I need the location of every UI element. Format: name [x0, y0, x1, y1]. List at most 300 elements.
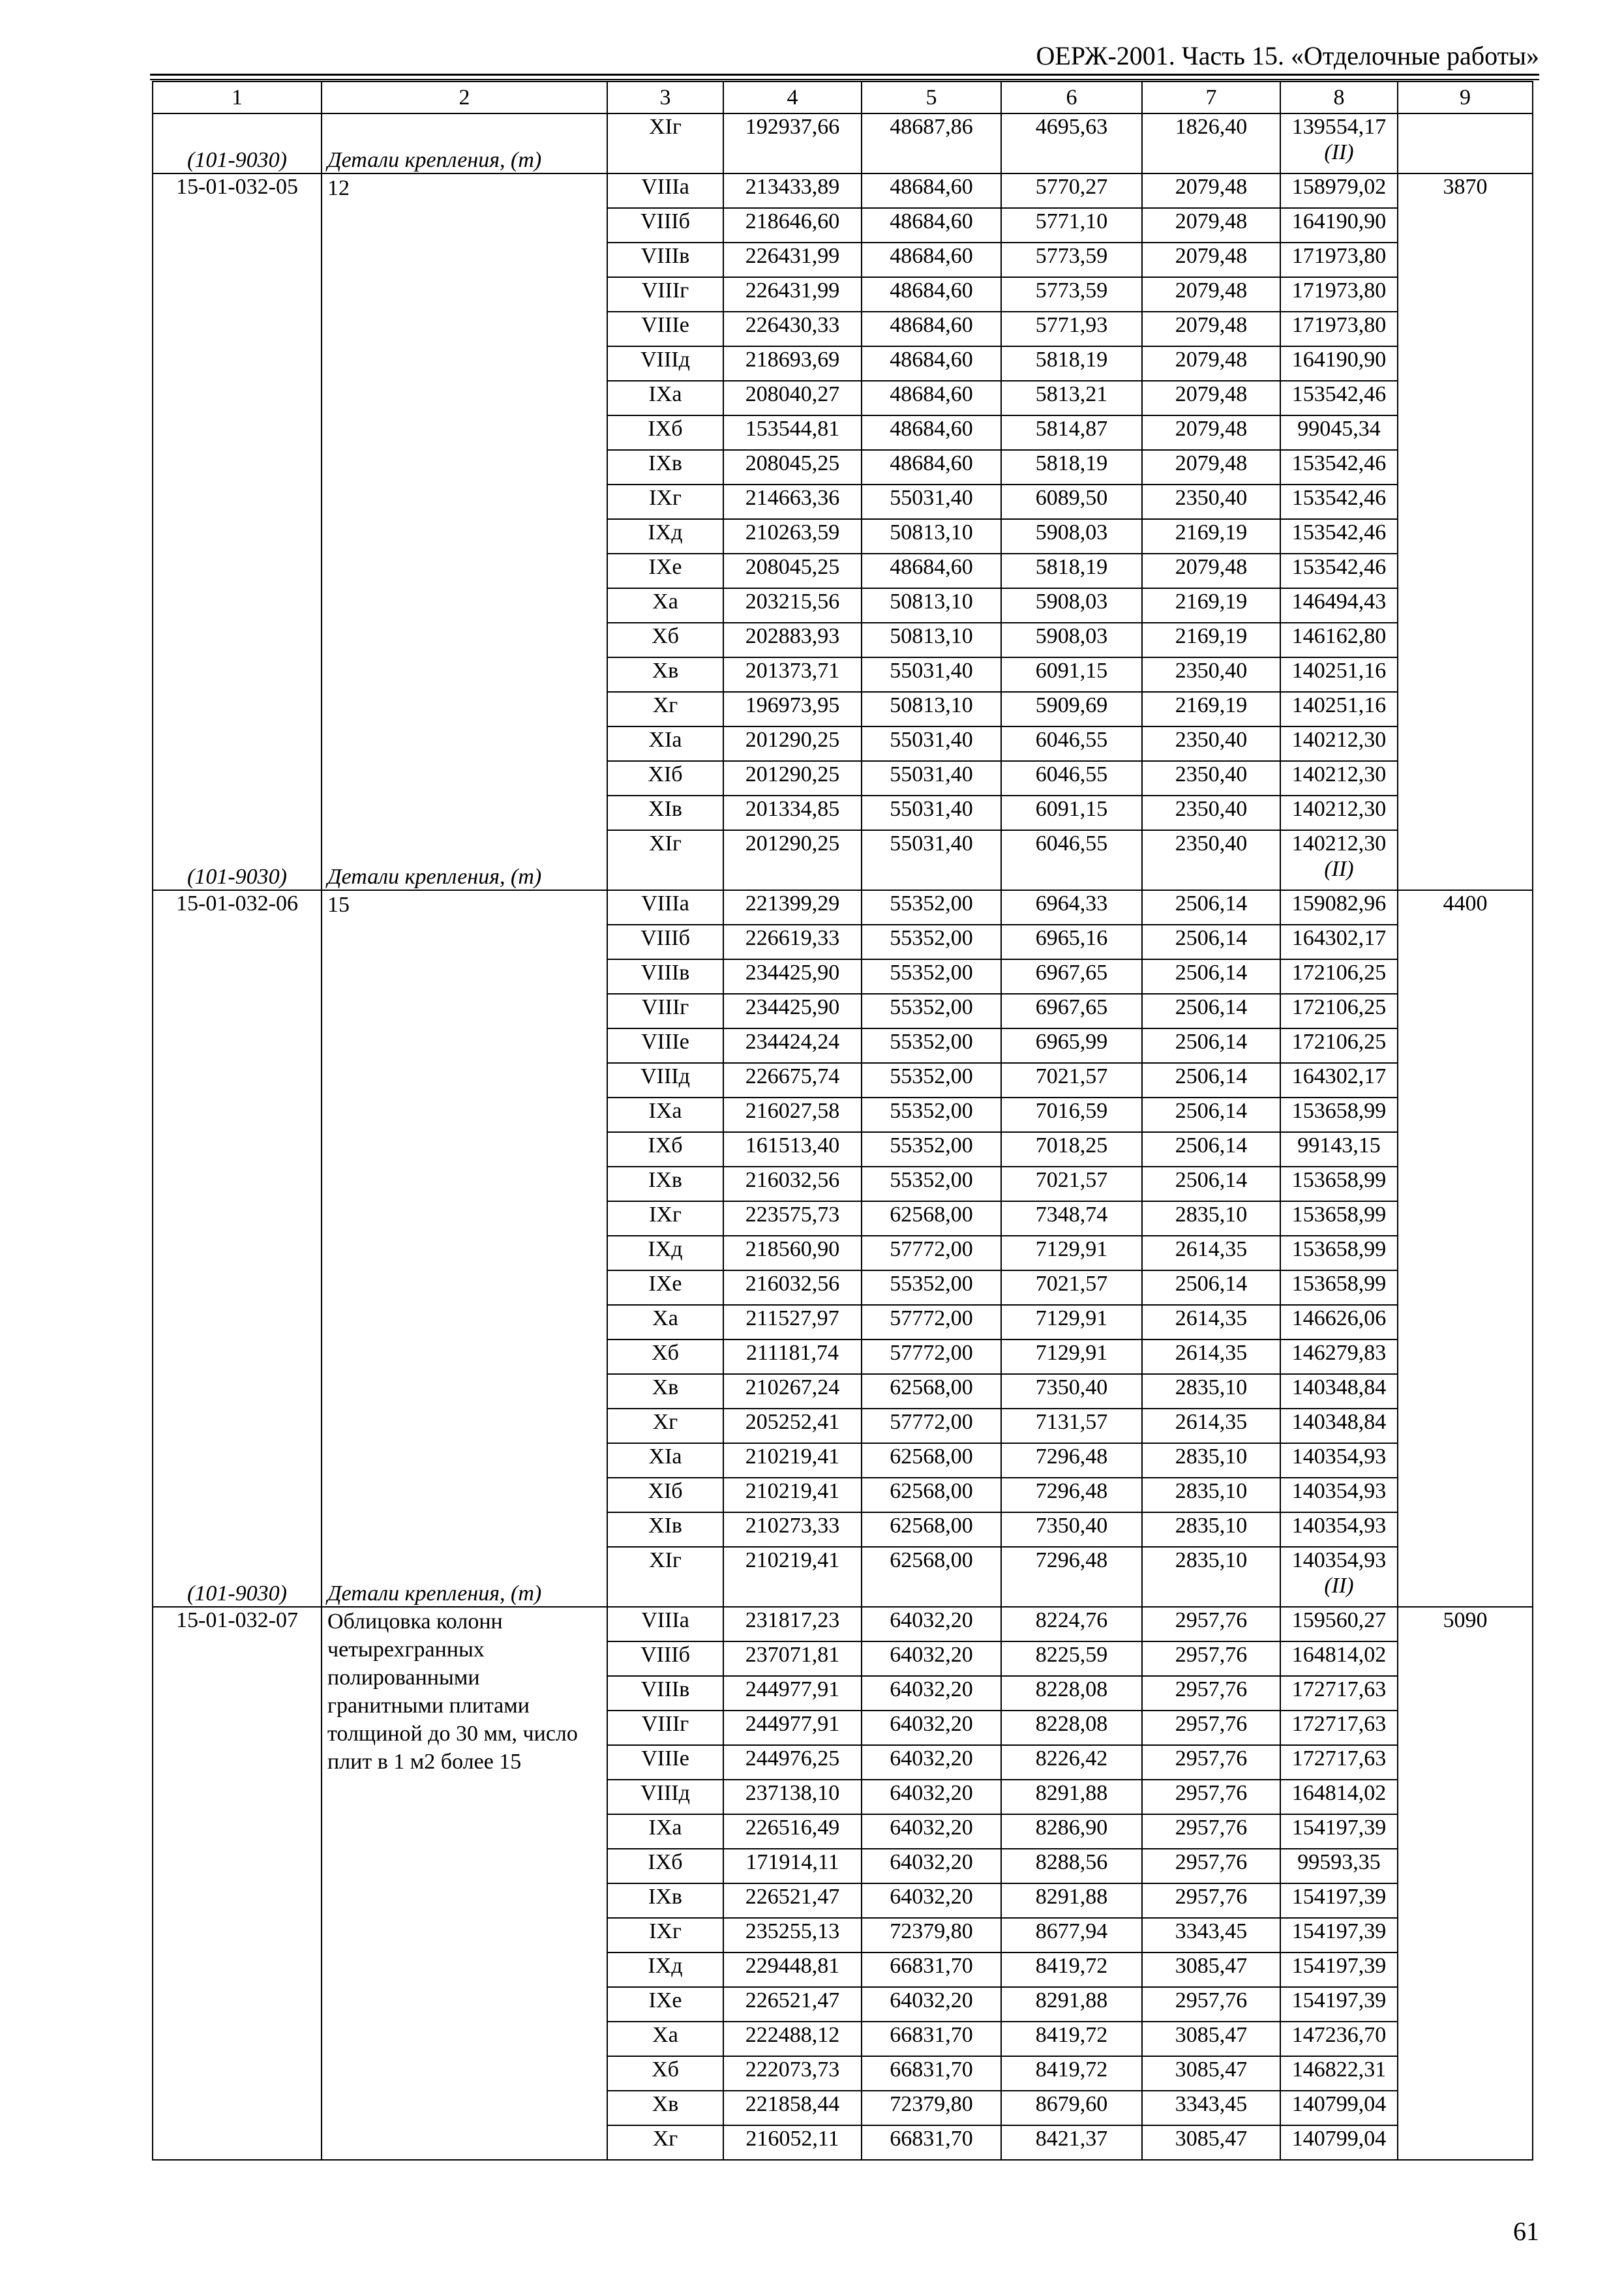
value-cell: 50813,10 [862, 692, 1001, 726]
resource-name-note: Детали крепления, (т) [327, 1581, 542, 1606]
value-cell: 8291,88 [1001, 1987, 1142, 2022]
value-cell: 2506,14 [1142, 994, 1280, 1028]
value-cell: 48684,60 [862, 554, 1001, 588]
c8-note: (II) [1324, 140, 1354, 164]
value-cell: 2506,14 [1142, 925, 1280, 959]
value-cell: 57772,00 [862, 1236, 1001, 1270]
value-cell: 5818,19 [1001, 554, 1142, 588]
value-cell: 153658,99 [1280, 1167, 1398, 1201]
value-cell: 154197,39 [1280, 1987, 1398, 2022]
value-cell: 8224,76 [1001, 1607, 1142, 1641]
zone-cell: VIIIв [607, 959, 723, 994]
value-cell: 171973,80 [1280, 277, 1398, 312]
value-cell [1280, 1547, 1398, 1607]
value-cell: 7296,48 [1001, 1478, 1142, 1512]
resource-code-note: (101-9030) [187, 865, 287, 889]
value-cell: 210267,24 [723, 1374, 862, 1409]
page-header-title: ОЕРЖ-2001. Часть 15. «Отделочные работы» [1036, 41, 1539, 70]
value-cell: 2079,48 [1142, 415, 1280, 450]
zone-cell: XIг [607, 113, 723, 173]
name-cell [322, 890, 607, 1607]
value-cell: 1826,40 [1142, 113, 1280, 173]
value-cell: 7350,40 [1001, 1374, 1142, 1409]
value-cell: 48687,86 [862, 113, 1001, 173]
value-cell: 226521,47 [723, 1987, 862, 2022]
value-cell: 57772,00 [862, 1409, 1001, 1443]
zone-cell: IXа [607, 381, 723, 415]
header-rule-thin [150, 79, 1539, 80]
value-cell: 62568,00 [862, 1201, 1001, 1236]
value-cell: 164814,02 [1280, 1641, 1398, 1676]
zone-cell: Xг [607, 1409, 723, 1443]
value-cell: 164814,02 [1280, 1780, 1398, 1814]
value-cell: 64032,20 [862, 1745, 1001, 1780]
zone-cell: VIIIд [607, 346, 723, 381]
value-cell: 7018,25 [1001, 1132, 1142, 1167]
value-cell: 216052,11 [723, 2125, 862, 2160]
value-cell: 171973,80 [1280, 243, 1398, 277]
value-cell: 5818,19 [1001, 346, 1142, 381]
value-cell: 64032,20 [862, 1883, 1001, 1918]
value-cell: 244977,91 [723, 1676, 862, 1711]
value-cell: 159082,96 [1280, 890, 1398, 925]
value-cell: 171914,11 [723, 1849, 862, 1883]
value-cell: 208040,27 [723, 381, 862, 415]
table-row [153, 113, 1533, 173]
value-cell: 64032,20 [862, 1607, 1001, 1641]
value-cell: 146279,83 [1280, 1339, 1398, 1374]
value-cell: 8225,59 [1001, 1641, 1142, 1676]
value-cell: 48684,60 [862, 450, 1001, 485]
header-rule [150, 74, 1539, 76]
value-cell: 62568,00 [862, 1374, 1001, 1409]
table-row [153, 890, 1533, 925]
value-cell: 2350,40 [1142, 796, 1280, 830]
value-cell: 64032,20 [862, 1814, 1001, 1849]
value-cell: 2350,40 [1142, 485, 1280, 519]
value-cell: 2506,14 [1142, 1270, 1280, 1305]
value-cell: 55031,40 [862, 796, 1001, 830]
zone-cell: IXв [607, 1883, 723, 1918]
zone-cell: IXб [607, 1849, 723, 1883]
value-cell: 2079,48 [1142, 173, 1280, 208]
value-cell: 55031,40 [862, 485, 1001, 519]
column-number-row [153, 82, 1533, 113]
value-cell: 2350,40 [1142, 761, 1280, 796]
value-cell: 153542,46 [1280, 519, 1398, 554]
zone-cell: VIIIе [607, 1028, 723, 1063]
value-cell: 48684,60 [862, 173, 1001, 208]
rates-table [152, 81, 1533, 2161]
value-cell: 196973,95 [723, 692, 862, 726]
zone-cell: Xг [607, 2125, 723, 2160]
value-cell: 172717,63 [1280, 1711, 1398, 1745]
value-cell: 226431,99 [723, 277, 862, 312]
value-cell: 50813,10 [862, 588, 1001, 623]
value-cell: 2350,40 [1142, 657, 1280, 692]
value-cell: 237071,81 [723, 1641, 862, 1676]
value-cell: 203215,56 [723, 588, 862, 623]
code-cell [153, 113, 322, 173]
total-cell: 3870 [1398, 173, 1533, 890]
value-cell: 2350,40 [1142, 726, 1280, 761]
zone-cell: IXв [607, 1167, 723, 1201]
zone-cell: VIIIа [607, 890, 723, 925]
value-cell: 2079,48 [1142, 312, 1280, 346]
value-cell: 208045,25 [723, 450, 862, 485]
value-cell: 164302,17 [1280, 925, 1398, 959]
value-cell: 214663,36 [723, 485, 862, 519]
rate-code: 15-01-032-07 [176, 1608, 298, 1632]
value-cell: 66831,70 [862, 2125, 1001, 2160]
value-cell: 216032,56 [723, 1167, 862, 1201]
value-cell: 57772,00 [862, 1305, 1001, 1339]
value-cell: 5908,03 [1001, 623, 1142, 657]
value-cell: 55031,40 [862, 830, 1001, 890]
value-cell: 55352,00 [862, 925, 1001, 959]
value-cell: 8228,08 [1001, 1711, 1142, 1745]
value-cell: 2079,48 [1142, 346, 1280, 381]
value-cell: 5814,87 [1001, 415, 1142, 450]
c8-note: (II) [1324, 857, 1354, 881]
zone-cell: Xб [607, 1339, 723, 1374]
value-cell: 172106,25 [1280, 959, 1398, 994]
value-cell: 8421,37 [1001, 2125, 1142, 2160]
value-cell: 7296,48 [1001, 1547, 1142, 1607]
value-cell: 99593,35 [1280, 1849, 1398, 1883]
zone-cell: Xб [607, 623, 723, 657]
value-cell: 211181,74 [723, 1339, 862, 1374]
value-cell: 2079,48 [1142, 243, 1280, 277]
code-cell [153, 173, 322, 890]
value-cell: 55352,00 [862, 1132, 1001, 1167]
value-cell: 2506,14 [1142, 959, 1280, 994]
value-cell: 48684,60 [862, 243, 1001, 277]
value-cell: 7350,40 [1001, 1512, 1142, 1547]
zone-cell: VIIIб [607, 208, 723, 243]
value-cell: 7129,91 [1001, 1305, 1142, 1339]
value-cell: 7129,91 [1001, 1236, 1142, 1270]
value-cell: 201373,71 [723, 657, 862, 692]
column-number: 6 [1001, 82, 1142, 113]
value-cell: 2506,14 [1142, 1063, 1280, 1098]
value-cell: 216027,58 [723, 1098, 862, 1132]
value-cell: 237138,10 [723, 1780, 862, 1814]
value-cell: 55352,00 [862, 1063, 1001, 1098]
value-cell: 213433,89 [723, 173, 862, 208]
value-cell: 55031,40 [862, 726, 1001, 761]
value-cell: 55352,00 [862, 890, 1001, 925]
value-cell: 8291,88 [1001, 1780, 1142, 1814]
value-cell: 140799,04 [1280, 2091, 1398, 2125]
value-cell: 6965,16 [1001, 925, 1142, 959]
value-cell: 234424,24 [723, 1028, 862, 1063]
value-cell: 2506,14 [1142, 1167, 1280, 1201]
table-row [153, 1607, 1533, 1641]
value-cell: 226521,47 [723, 1883, 862, 1918]
value-cell: 208045,25 [723, 554, 862, 588]
value-cell: 2957,76 [1142, 1745, 1280, 1780]
zone-cell: VIIIв [607, 1676, 723, 1711]
value-cell: 55031,40 [862, 761, 1001, 796]
value-cell: 3343,45 [1142, 2091, 1280, 2125]
value-cell: 8291,88 [1001, 1883, 1142, 1918]
value-cell: 55352,00 [862, 1028, 1001, 1063]
value-cell: 57772,00 [862, 1339, 1001, 1374]
value-cell: 6046,55 [1001, 761, 1142, 796]
value-cell: 2350,40 [1142, 830, 1280, 890]
value-cell: 6091,15 [1001, 657, 1142, 692]
value-cell: 164302,17 [1280, 1063, 1398, 1098]
value-cell: 2079,48 [1142, 554, 1280, 588]
value-cell: 153658,99 [1280, 1270, 1398, 1305]
value-cell: 171973,80 [1280, 312, 1398, 346]
value-cell: 64032,20 [862, 1711, 1001, 1745]
value-cell: 2957,76 [1142, 1849, 1280, 1883]
value-cell: 5909,69 [1001, 692, 1142, 726]
value-cell: 140212,30 [1280, 761, 1398, 796]
value-cell: 2614,35 [1142, 1409, 1280, 1443]
value-cell: 3085,47 [1142, 2056, 1280, 2091]
value-cell: 7129,91 [1001, 1339, 1142, 1374]
zone-cell: Xг [607, 692, 723, 726]
zone-cell: XIа [607, 726, 723, 761]
zone-cell: VIIIа [607, 173, 723, 208]
zone-cell: IXд [607, 1236, 723, 1270]
value-cell: 2506,14 [1142, 1098, 1280, 1132]
value-cell: 140354,93 [1280, 1478, 1398, 1512]
value-cell: 64032,20 [862, 1987, 1001, 2022]
value-cell: 2835,10 [1142, 1443, 1280, 1478]
value-cell: 244976,25 [723, 1745, 862, 1780]
value-cell: 8419,72 [1001, 1952, 1142, 1987]
value-cell: 2835,10 [1142, 1547, 1280, 1607]
value-cell: 2957,76 [1142, 1780, 1280, 1814]
value-cell: 140354,93 [1280, 1512, 1398, 1547]
zone-cell: XIв [607, 1512, 723, 1547]
value-cell: 6967,65 [1001, 994, 1142, 1028]
value-cell: 6046,55 [1001, 726, 1142, 761]
value-cell: 2614,35 [1142, 1339, 1280, 1374]
value-cell: 6091,15 [1001, 796, 1142, 830]
value-cell: 5773,59 [1001, 277, 1142, 312]
value-text: 140212,30 [1291, 831, 1387, 856]
name-cell [322, 1607, 607, 2160]
rate-code: 15-01-032-05 [176, 175, 298, 199]
value-cell: 2957,76 [1142, 1676, 1280, 1711]
page-number: 61 [1513, 2217, 1539, 2246]
zone-cell: VIIIд [607, 1780, 723, 1814]
value-cell: 3085,47 [1142, 2022, 1280, 2056]
value-cell: 210219,41 [723, 1478, 862, 1512]
value-cell: 210273,33 [723, 1512, 862, 1547]
zone-cell: Xа [607, 588, 723, 623]
resource-name-note: Детали крепления, (т) [327, 865, 542, 889]
value-cell: 211527,97 [723, 1305, 862, 1339]
column-number: 3 [607, 82, 723, 113]
value-cell: 8679,60 [1001, 2091, 1142, 2125]
zone-cell: IXб [607, 415, 723, 450]
value-cell: 2835,10 [1142, 1201, 1280, 1236]
value-cell: 210219,41 [723, 1547, 862, 1607]
column-number: 7 [1142, 82, 1280, 113]
value-cell: 5771,10 [1001, 208, 1142, 243]
value-cell: 2957,76 [1142, 1641, 1280, 1676]
value-cell: 7131,57 [1001, 1409, 1142, 1443]
table-row [153, 173, 1533, 208]
value-cell: 2957,76 [1142, 1814, 1280, 1849]
zone-cell: XIг [607, 830, 723, 890]
value-cell: 8419,72 [1001, 2022, 1142, 2056]
value-cell: 2957,76 [1142, 1711, 1280, 1745]
value-cell: 7021,57 [1001, 1270, 1142, 1305]
value-cell: 201334,85 [723, 796, 862, 830]
value-cell: 2506,14 [1142, 1132, 1280, 1167]
value-cell: 7016,59 [1001, 1098, 1142, 1132]
resource-code-note: (101-9030) [187, 1581, 287, 1606]
value-cell: 140354,93 [1280, 1443, 1398, 1478]
value-cell: 6089,50 [1001, 485, 1142, 519]
total-cell: 5090 [1398, 1607, 1533, 2160]
value-cell [1280, 830, 1398, 890]
total-cell [1398, 113, 1533, 173]
value-cell: 4695,63 [1001, 113, 1142, 173]
value-cell: 2079,48 [1142, 277, 1280, 312]
value-cell: 64032,20 [862, 1780, 1001, 1814]
value-text: 139554,17 [1291, 115, 1387, 139]
resource-name-note: Детали крепления, (т) [327, 148, 542, 172]
value-cell: 154197,39 [1280, 1883, 1398, 1918]
value-cell: 48684,60 [862, 277, 1001, 312]
value-cell: 72379,80 [862, 1918, 1001, 1952]
zone-cell: IXе [607, 554, 723, 588]
zone-cell: XIб [607, 1478, 723, 1512]
value-cell: 50813,10 [862, 519, 1001, 554]
zone-cell: VIIIв [607, 243, 723, 277]
value-cell: 140212,30 [1280, 796, 1398, 830]
value-cell: 7296,48 [1001, 1443, 1142, 1478]
value-cell: 140251,16 [1280, 692, 1398, 726]
zone-cell: IXд [607, 1952, 723, 1987]
zone-cell: XIв [607, 796, 723, 830]
value-cell: 7021,57 [1001, 1063, 1142, 1098]
zone-cell: Xв [607, 657, 723, 692]
value-cell: 153658,99 [1280, 1236, 1398, 1270]
value-cell: 2614,35 [1142, 1305, 1280, 1339]
value-cell: 66831,70 [862, 1952, 1001, 1987]
value-cell: 202883,93 [723, 623, 862, 657]
value-cell: 172106,25 [1280, 1028, 1398, 1063]
value-cell: 8226,42 [1001, 1745, 1142, 1780]
column-number: 9 [1398, 82, 1533, 113]
value-cell: 221399,29 [723, 890, 862, 925]
value-cell: 2079,48 [1142, 450, 1280, 485]
value-cell: 5818,19 [1001, 450, 1142, 485]
value-cell: 50813,10 [862, 623, 1001, 657]
value-cell: 2079,48 [1142, 208, 1280, 243]
value-cell: 146626,06 [1280, 1305, 1398, 1339]
value-cell: 99045,34 [1280, 415, 1398, 450]
zone-cell: IXб [607, 1132, 723, 1167]
value-cell: 146162,80 [1280, 623, 1398, 657]
value-cell: 2835,10 [1142, 1478, 1280, 1512]
value-cell: 234425,90 [723, 959, 862, 994]
value-cell: 146494,43 [1280, 588, 1398, 623]
zone-cell: IXг [607, 1918, 723, 1952]
total-cell: 4400 [1398, 890, 1533, 1607]
value-cell: 2835,10 [1142, 1374, 1280, 1409]
value-cell: 153542,46 [1280, 485, 1398, 519]
zone-cell: VIIIг [607, 994, 723, 1028]
value-cell: 99143,15 [1280, 1132, 1398, 1167]
value-cell: 192937,66 [723, 113, 862, 173]
zone-cell: IXд [607, 519, 723, 554]
code-cell [153, 1607, 322, 2160]
column-number: 5 [862, 82, 1001, 113]
value-cell: 226516,49 [723, 1814, 862, 1849]
value-cell: 55352,00 [862, 1270, 1001, 1305]
value-cell: 161513,40 [723, 1132, 862, 1167]
value-cell: 5813,21 [1001, 381, 1142, 415]
value-cell: 172106,25 [1280, 994, 1398, 1028]
value-cell: 201290,25 [723, 761, 862, 796]
zone-cell: IXе [607, 1987, 723, 2022]
value-cell: 234425,90 [723, 994, 862, 1028]
value-cell: 153658,99 [1280, 1098, 1398, 1132]
value-cell: 8677,94 [1001, 1918, 1142, 1952]
value-cell: 153542,46 [1280, 450, 1398, 485]
value-cell: 218560,90 [723, 1236, 862, 1270]
value-cell: 2506,14 [1142, 890, 1280, 925]
value-cell: 216032,56 [723, 1270, 862, 1305]
zone-cell: IXг [607, 1201, 723, 1236]
zone-cell: Xа [607, 1305, 723, 1339]
value-cell: 5770,27 [1001, 173, 1142, 208]
value-cell: 223575,73 [723, 1201, 862, 1236]
value-cell: 66831,70 [862, 2022, 1001, 2056]
value-cell: 154197,39 [1280, 1952, 1398, 1987]
rate-code: 15-01-032-06 [176, 891, 298, 916]
value-cell: 226430,33 [723, 312, 862, 346]
value-cell: 140799,04 [1280, 2125, 1398, 2160]
value-cell: 140251,16 [1280, 657, 1398, 692]
zone-cell: IXе [607, 1270, 723, 1305]
value-cell: 158979,02 [1280, 173, 1398, 208]
zone-cell: IXа [607, 1098, 723, 1132]
value-cell: 5771,93 [1001, 312, 1142, 346]
zone-cell: XIг [607, 1547, 723, 1607]
zone-cell: VIIIг [607, 1711, 723, 1745]
zone-cell: VIIIе [607, 1745, 723, 1780]
value-cell: 48684,60 [862, 381, 1001, 415]
value-cell: 231817,23 [723, 1607, 862, 1641]
column-number: 2 [322, 82, 607, 113]
value-cell: 6967,65 [1001, 959, 1142, 994]
value-cell: 7021,57 [1001, 1167, 1142, 1201]
value-cell: 2835,10 [1142, 1512, 1280, 1547]
value-cell: 55352,00 [862, 994, 1001, 1028]
zone-cell: Xа [607, 2022, 723, 2056]
value-text: 140354,93 [1291, 1548, 1387, 1572]
value-cell: 66831,70 [862, 2056, 1001, 2091]
value-cell: 153542,46 [1280, 554, 1398, 588]
value-cell: 6046,55 [1001, 830, 1142, 890]
value-cell: 153658,99 [1280, 1201, 1398, 1236]
value-cell: 62568,00 [862, 1512, 1001, 1547]
value-cell: 3085,47 [1142, 1952, 1280, 1987]
value-cell: 159560,27 [1280, 1607, 1398, 1641]
value-cell: 140348,84 [1280, 1409, 1398, 1443]
